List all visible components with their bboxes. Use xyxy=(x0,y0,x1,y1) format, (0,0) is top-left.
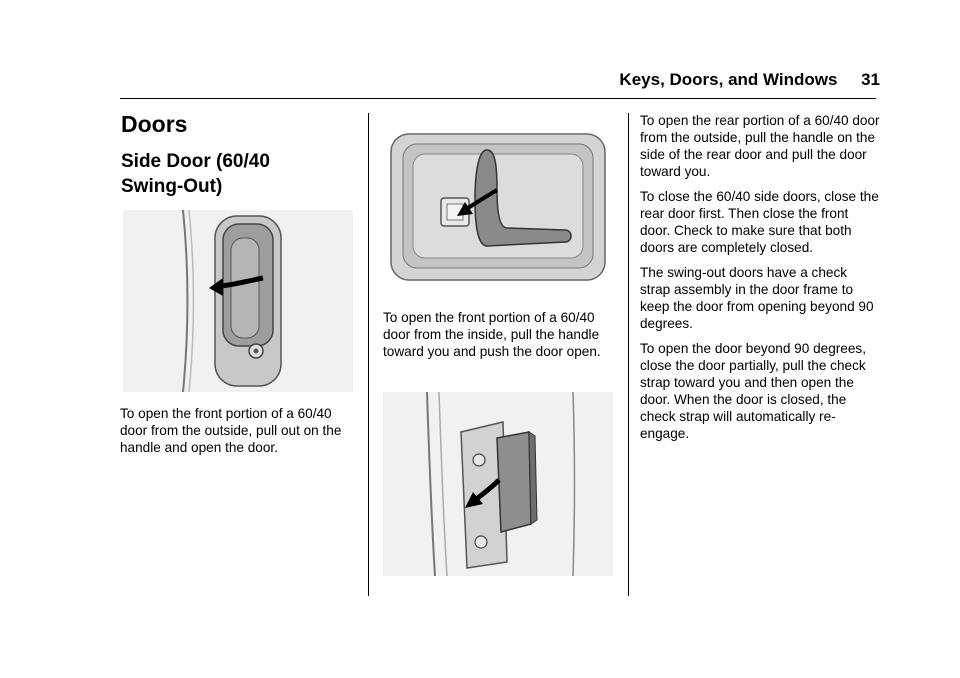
paragraph: To open the rear portion of a 60/40 door from the outside, pull the handle on the side of the rear door and pull the door toward you. xyxy=(640,113,880,179)
section-title: Doors xyxy=(121,111,188,137)
figure-exterior-handle xyxy=(123,210,353,392)
column-divider xyxy=(368,113,369,596)
column-divider xyxy=(628,113,629,596)
right-column xyxy=(640,112,880,450)
exterior-handle-illustration xyxy=(123,210,353,392)
paragraph: To open the front portion of a 60/40 door from the outside, pull out on the handle and open the door. xyxy=(120,406,342,455)
interior-handle-illustration xyxy=(387,130,609,285)
subsection-title: Side Door (60/40 Swing-Out) xyxy=(121,151,270,197)
paragraph: To open the door beyond 90 degrees, close the door partially, pull the check strap toward you and then open the door. When the door is closed, the check strap will automatically re-engage. xyxy=(640,341,866,441)
paragraph: To open the front portion of a 60/40 door from the inside, pull the handle toward you and push the door open. xyxy=(383,310,601,359)
header-rule xyxy=(120,98,876,99)
figure-check-strap xyxy=(383,392,613,576)
paragraph: To close the 60/40 side doors, close the rear door first. Then close the front door. Check to make sure that both doors are completely closed. xyxy=(640,189,879,255)
check-strap-illustration xyxy=(383,392,613,576)
header-title: Keys, Doors, and Windows 31 xyxy=(619,70,880,89)
figure-interior-handle xyxy=(387,130,609,285)
paragraph: The swing-out doors have a check strap assembly in the door frame to keep the door from opening beyond 90 degrees. xyxy=(640,265,874,331)
